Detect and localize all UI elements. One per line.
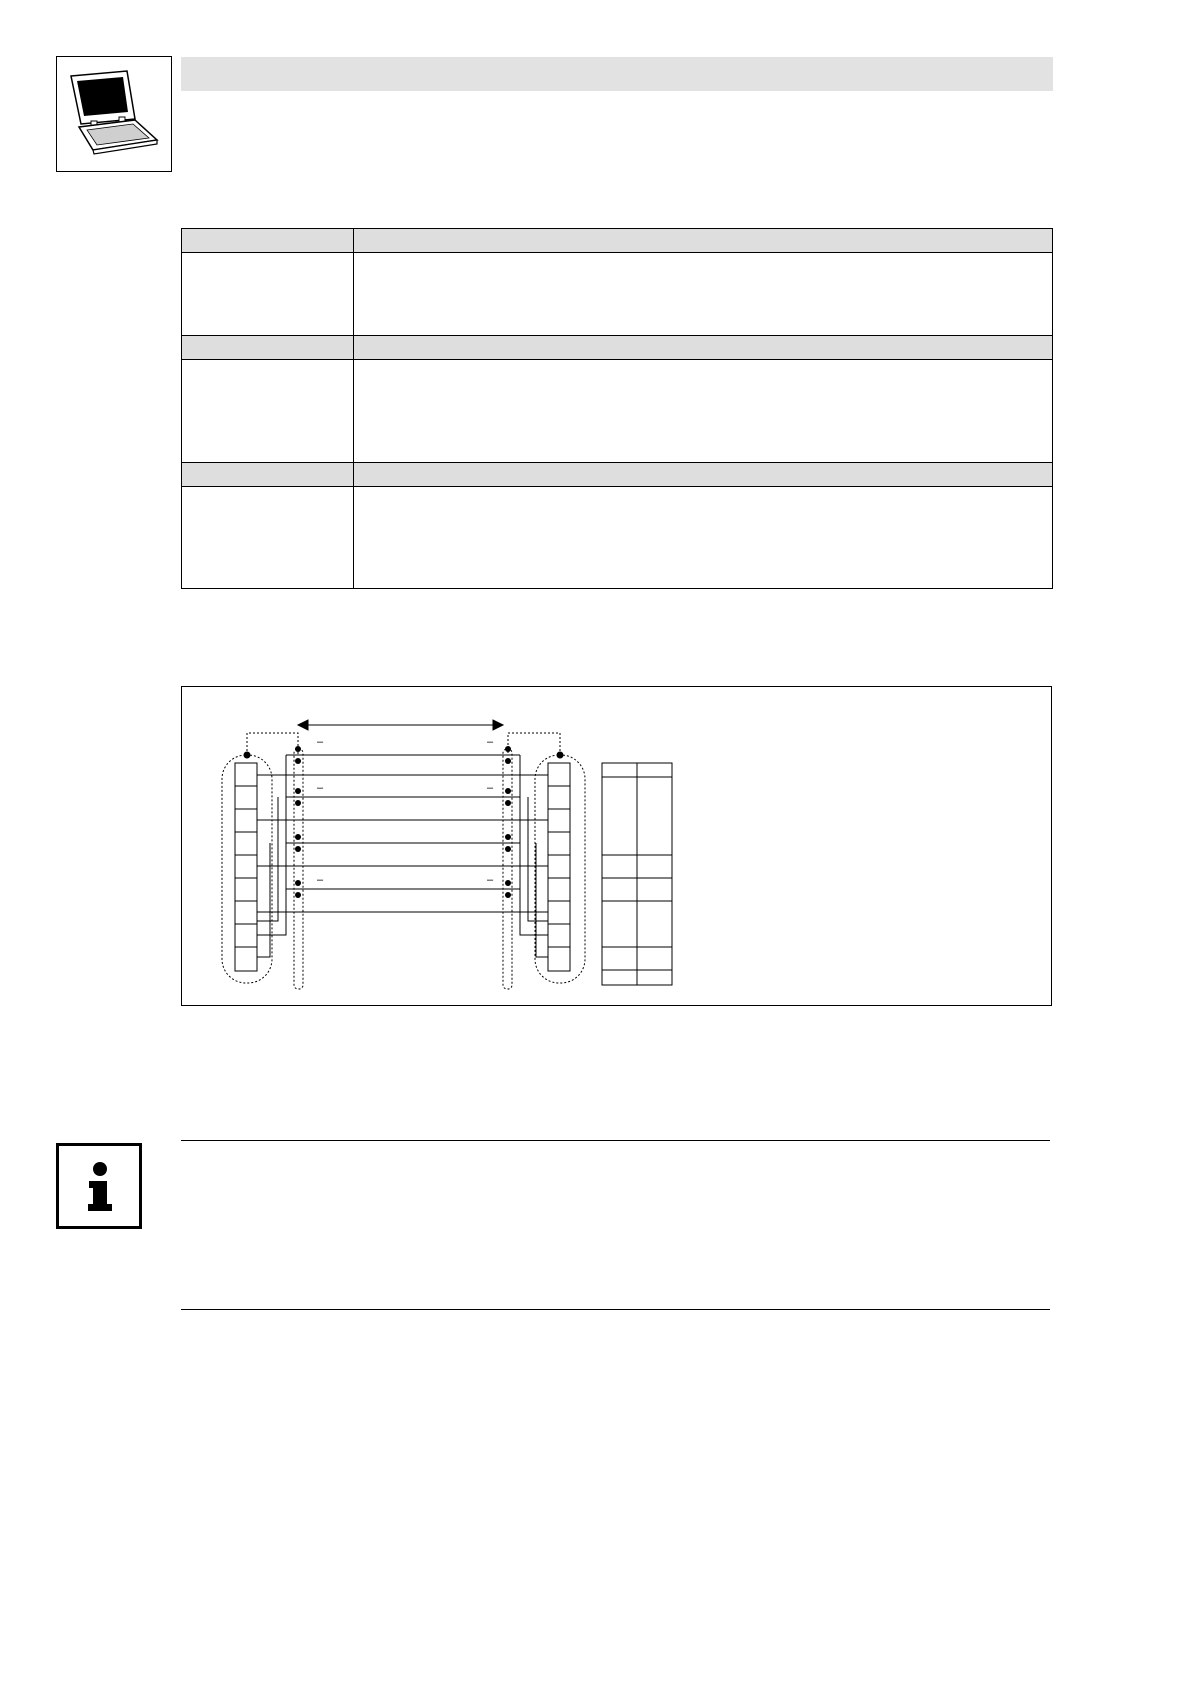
left-shield-drain — [247, 733, 298, 755]
table-cell-label — [182, 229, 354, 253]
pair-mark: – — [487, 874, 494, 886]
table-row — [182, 360, 1053, 463]
wiring-diagram-frame — [181, 686, 1052, 1006]
pair-mark: – — [487, 736, 494, 748]
right-connector-pins — [548, 763, 570, 971]
table-cell-label — [182, 360, 354, 463]
table-cell-label — [182, 336, 354, 360]
specification-table — [181, 228, 1053, 589]
right-shield-drain — [508, 733, 560, 755]
table-row — [182, 487, 1053, 589]
table-row — [182, 463, 1053, 487]
table-row — [182, 336, 1053, 360]
pair-mark: – — [317, 874, 324, 886]
info-icon-graphic — [59, 1146, 139, 1226]
note-top-rule — [181, 1140, 1050, 1141]
laptop-icon-graphic — [57, 57, 171, 171]
table-cell-value — [354, 487, 1053, 589]
table-cell-label — [182, 487, 354, 589]
section-header-bar — [181, 57, 1053, 91]
pair-mark: – — [317, 782, 324, 794]
info-icon — [56, 1143, 142, 1229]
wiring-diagram — [182, 687, 1051, 1005]
note-bottom-rule — [181, 1309, 1050, 1310]
arrow-head-left — [298, 720, 308, 730]
left-connector-pins — [235, 763, 257, 971]
table-cell-value — [354, 253, 1053, 336]
left-connector-shield — [222, 755, 272, 983]
pair-mark: – — [317, 736, 324, 748]
table-row — [182, 253, 1053, 336]
table-row — [182, 229, 1053, 253]
table-cell-label — [182, 463, 354, 487]
right-connector-shield — [535, 755, 585, 983]
pair-mark: – — [487, 782, 494, 794]
table-cell-value — [354, 463, 1053, 487]
table-cell-value — [354, 360, 1053, 463]
left-pair-marker — [294, 749, 303, 989]
table-cell-value — [354, 229, 1053, 253]
right-pair-marker — [503, 749, 512, 989]
laptop-icon — [56, 56, 172, 172]
table-cell-label — [182, 253, 354, 336]
table-cell-value — [354, 336, 1053, 360]
arrow-head-right — [493, 720, 503, 730]
